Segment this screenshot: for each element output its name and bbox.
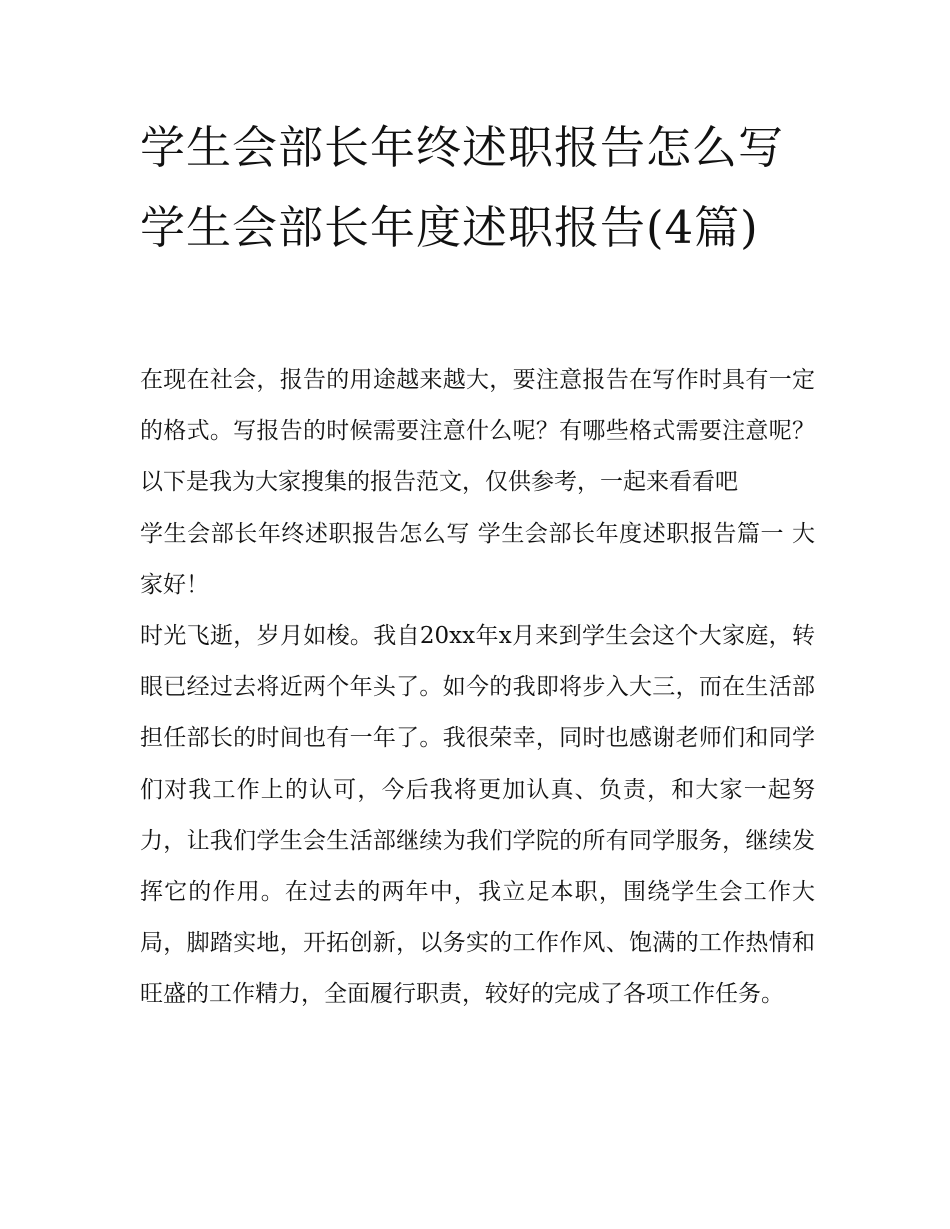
body-paragraph: 时光飞逝，岁月如梭。我自20xx年x月来到学生会这个大家庭，转眼已经过去将近两个年头了。如今的我即将步入大三，而在生活部担任部长的时间也有一年了。我很荣幸，同时也感谢老师们和同学们对我工作上的认可，今后我将更加认真、负责，和大家一起努力，让我们学生会生活部继续为我们学院的所有同学服务，继续发挥它的作用。在过去的两年中，我立足本职，围绕学生会工作大局，脚踏实地，开拓创新，以务实的工作作风、饱满的工作热情和旺盛的工作精力，全面履行职责，较好的完成了各项工作任务。 <box>140 623 815 1008</box>
intro-paragraph: 在现在社会，报告的用途越来越大，要注意报告在写作时具有一定的格式。写报告的时候需要注意什么呢？有哪些格式需要注意呢？以下是我为大家搜集的报告范文，仅供参考，一起来看看吧 <box>140 367 815 496</box>
document-body <box>140 355 815 1021</box>
document-title: 学生会部长年终述职报告怎么写 学生会部长年度述职报告(4篇) <box>140 121 785 254</box>
section-heading-paragraph: 学生会部长年终述职报告怎么写 学生会部长年度述职报告篇一 大家好！ <box>140 520 815 598</box>
